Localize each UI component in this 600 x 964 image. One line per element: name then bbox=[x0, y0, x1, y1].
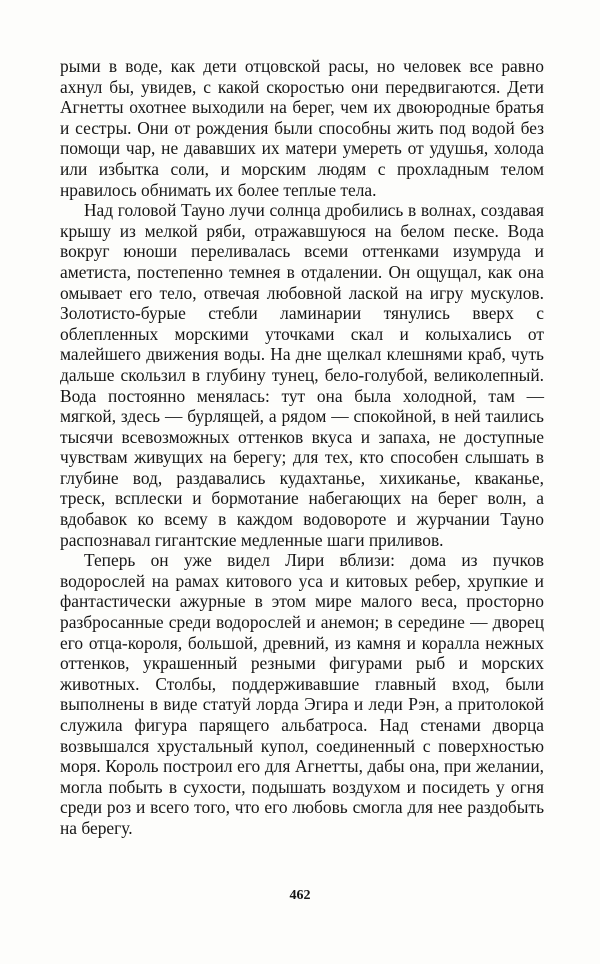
paragraph-2: Над головой Тауно лучи солнца дробились в волнах, создавая крышу из мелкой ряби, отражавшуюся на белом песке. Вода вокруг юноши переливалась всеми оттенками изумруда и аметиста, постепенно темнея в отдалении. Он ощущал, как она омывает его тело, отвечая любовной лаской на игру мускулов. Золотисто-бурые стебли ламинарии тянулись вверх с облепленных морскими уточками скал и колыхались от малейшего движения воды. На дне щелкал клешнями краб, чуть дальше скользил в глубину тунец, бело-голубой, великолепный. Вода постоянно менялась: тут она была холодной, там — мягкой, здесь — бурлящей, а рядом — спокойной, в ней таились тысячи всевозможных оттенков вкуса и запаха, не доступные чувствам живущих на берегу; для тех, кто способен слышать в глубине вод, раздавались кудахтанье, хихиканье, кваканье, треск, всплески и бормотание набегающих на берег волн, а вдобавок ко всему в каждом водовороте и журчании Тауно распознавал гигантские медленные шаги приливов. bbox=[60, 200, 544, 550]
paragraph-1: рыми в воде, как дети отцовской расы, но человек все равно ахнул бы, увидев, с какой скоростью они передвигаются. Дети Агнетты охотнее выходили на берег, чем их двоюродные братья и сестры. Они от рождения были способны жить под водой без помощи чар, не дававших их матери умереть от удушья, холода или избытка соли, и морским людям с прохладным телом нравилось обнимать их более теплые тела. bbox=[60, 56, 544, 200]
page-number: 462 bbox=[289, 888, 311, 903]
body-text bbox=[60, 56, 544, 839]
paragraph-3: Теперь он уже видел Лири вблизи: дома из пучков водорослей на рамах китового уса и китовых ребер, хрупкие и фантастически ажурные в этом мире малого веса, просторно разбросанные среди водорослей и анемон; в середине — дворец его отца-короля, большой, древний, из камня и коралла нежных оттенков, украшенный резными фигурами рыб и морских животных. Столбы, поддерживавшие главный вход, были выполнены в виде статуй лорда Эгира и леди Рэн, а притолокой служила фигура парящего альбатроса. Над стенами дворца возвышался хрустальный купол, соединенный с поверхностью моря. Король построил его для Агнетты, дабы она, при желании, могла побыть в сухости, подышать воздухом и посидеть у огня среди роз и всего того, что его любовь смогла для нее раздобыть на берегу. bbox=[60, 550, 544, 838]
